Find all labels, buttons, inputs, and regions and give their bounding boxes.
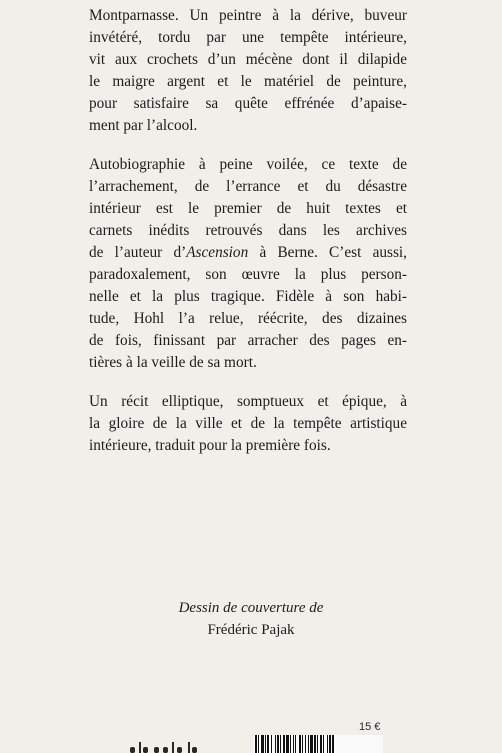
text-line: le maigre argent et le matériel de peinture,	[89, 73, 407, 90]
text-line: Un récit elliptique, somptueux et épique, à	[89, 393, 407, 410]
barcode-bar	[280, 735, 281, 753]
barcode-bar	[302, 735, 303, 753]
barcode-bar	[258, 735, 259, 753]
barcode-bar	[327, 735, 328, 753]
text-line: Montparnasse. Un peintre à la dérive, buveur	[89, 7, 407, 24]
barcode-bar	[275, 735, 276, 753]
text-line: de fois, finissant par arracher des pages en-	[89, 332, 407, 349]
barcode-bar	[293, 735, 294, 753]
barcode-bar	[265, 735, 266, 753]
barcode-bar	[261, 735, 264, 753]
barcode-bar	[317, 735, 318, 753]
text-line: tude, Hohl l’a relue, réécrite, des dizaines	[89, 310, 407, 327]
barcode-bar	[329, 735, 331, 753]
barcode-bar	[295, 735, 296, 753]
barcode-bar	[332, 735, 334, 753]
text-line: paradoxalement, son œuvre la plus person-	[89, 266, 407, 283]
text-line: intérieur est le premier de huit textes et	[89, 200, 407, 217]
barcode-bar	[283, 735, 285, 753]
barcode-bar	[271, 735, 272, 753]
text-line: carnets inédits retrouvés dans les archives	[89, 222, 407, 239]
book-title-ascension: Ascension	[186, 244, 249, 261]
barcode-bar	[286, 735, 289, 753]
barcode-bar	[323, 735, 324, 753]
barcode-bar	[290, 735, 291, 753]
blurb-paragraph-2	[89, 154, 407, 374]
text-line: la gloire de la ville et de la tempête artistique	[89, 415, 407, 432]
barcode-bar	[305, 735, 306, 753]
text-line: ment par l’alcool.	[89, 117, 198, 134]
barcode-bar	[320, 735, 322, 753]
text-line: invétéré, tordu par une tempête intérieure,	[89, 29, 407, 46]
text-line: nelle et la plus tragique. Fidèle à son habi-	[89, 288, 407, 305]
barcode-bar	[267, 735, 269, 753]
text-line: l’arrachement, de l’errance et du désastre	[89, 178, 407, 195]
credit-artist: Frédéric Pajak	[207, 622, 295, 638]
cover-illustration-credit	[0, 597, 502, 641]
barcode-bar	[314, 735, 316, 753]
barcode-bar	[299, 735, 301, 753]
text-line: tières à la veille de sa mort.	[89, 354, 257, 371]
publisher-logo-cut	[128, 740, 228, 753]
text-line: vit aux crochets d’un mécène dont il dilapide	[89, 51, 407, 68]
blurb-paragraph-3	[89, 391, 407, 457]
barcode-bar	[310, 735, 313, 753]
text-line: Autobiographie à peine voilée, ce texte de	[89, 156, 407, 173]
barcode-bar	[308, 735, 309, 753]
text-line: intérieure, traduit pour la première fois.	[89, 437, 331, 454]
text-fragment: à Berne. C’est aussi,	[248, 244, 407, 261]
price-label: 15 €	[359, 721, 381, 733]
blurb-paragraph-1	[89, 5, 407, 137]
text-fragment: de l’auteur d’	[89, 244, 187, 261]
barcode	[253, 735, 383, 753]
text-line: pour satisfaire sa quête effrénée d’apaise-	[89, 95, 407, 112]
text-line	[89, 242, 407, 264]
blurb-text	[89, 5, 407, 474]
credit-role: Dessin de couverture de	[178, 600, 324, 616]
barcode-bar	[277, 735, 279, 753]
barcode-bar	[255, 735, 257, 753]
